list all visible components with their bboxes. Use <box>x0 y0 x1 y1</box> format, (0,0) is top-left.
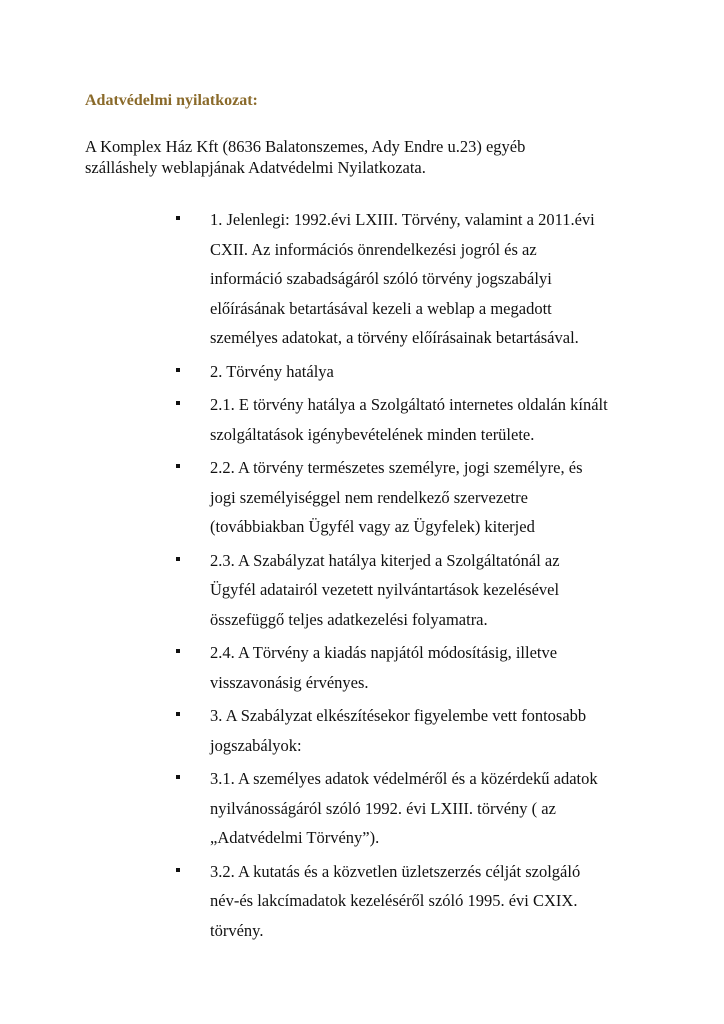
list-item <box>176 546 656 635</box>
page-title: Adatvédelmi nyilatkozat: <box>85 92 258 109</box>
list-item <box>176 638 656 697</box>
list-item-line: személyes adatokat, a törvény előírásainak betartásával. <box>210 328 579 347</box>
list-item-line: információ szabadságáról szóló törvény jogszabályi <box>210 269 552 288</box>
bullet-icon <box>176 464 180 468</box>
list-item <box>176 453 656 542</box>
list-item-line: nyilvánosságáról szóló 1992. évi LXIII. törvény ( az <box>210 798 556 818</box>
policy-list <box>176 205 656 949</box>
intro-line: A Komplex Ház Kft (8636 Balatonszemes, Ady Endre u.23) egyéb <box>85 137 526 156</box>
bullet-icon <box>176 216 180 220</box>
list-item-line: CXII. Az információs önrendelkezési jogról és az <box>210 239 537 259</box>
list-item <box>176 357 656 387</box>
list-item-line: összefüggő teljes adatkezelési folyamatra. <box>210 609 488 629</box>
list-item-line: szolgáltatások igénybevételének minden területe. <box>210 424 535 444</box>
list-item-line: előírásának betartásával kezeli a weblap a megadott <box>210 298 552 318</box>
intro-line: szálláshely weblapjának Adatvédelmi Nyilatkozata. <box>85 158 426 177</box>
list-item-line: 2.3. A Szabályzat hatálya kiterjed a Szolgáltatónál az <box>210 550 560 570</box>
list-item-line: törvény. <box>210 920 264 940</box>
list-item-line: (továbbiakban Ügyfél vagy az Ügyfelek) kiterjed <box>210 517 535 536</box>
list-item-line: 2.1. E törvény hatálya a Szolgáltató internetes oldalán kínált <box>210 395 608 414</box>
list-item-line: Ügyfél adatairól vezetett nyilvántartások kezelésével <box>210 580 560 599</box>
list-item-line: 2. Törvény hatálya <box>210 361 334 381</box>
list-item-line: név-és lakcímadatok kezeléséről szóló 1995. évi CXIX. <box>210 891 578 910</box>
list-item-line: jogszabályok: <box>210 735 302 755</box>
list-item <box>176 205 656 353</box>
bullet-icon <box>176 868 180 872</box>
bullet-icon <box>176 775 180 779</box>
list-item-line: „Adatvédelmi Törvény”). <box>210 828 380 847</box>
intro-paragraph <box>85 136 645 178</box>
list-item-line: 3.2. A kutatás és a közvetlen üzletszerzés célját szolgáló <box>210 861 581 881</box>
list-item-line: 2.4. A Törvény a kiadás napjától módosításig, illetve <box>210 643 558 662</box>
list-item <box>176 764 656 853</box>
bullet-icon <box>176 401 180 405</box>
list-item-line: 2.2. A törvény természetes személyre, jogi személyre, és <box>210 458 583 477</box>
bullet-icon <box>176 649 180 653</box>
list-item <box>176 701 656 760</box>
bullet-icon <box>176 557 180 561</box>
list-item-line: 3. A Szabályzat elkészítésekor figyelembe vett fontosabb <box>210 706 587 725</box>
list-item-line: jogi személyiséggel nem rendelkező szervezetre <box>210 487 528 507</box>
list-item-line: visszavonásig érvényes. <box>210 672 369 692</box>
list-item-line: 1. Jelenlegi: 1992.évi LXIII. Törvény, valamint a 2011.évi <box>210 210 595 229</box>
list-item <box>176 857 656 946</box>
list-item <box>176 390 656 449</box>
bullet-icon <box>176 368 180 372</box>
list-item-line: 3.1. A személyes adatok védelméről és a közérdekű adatok <box>210 769 598 788</box>
bullet-icon <box>176 712 180 716</box>
